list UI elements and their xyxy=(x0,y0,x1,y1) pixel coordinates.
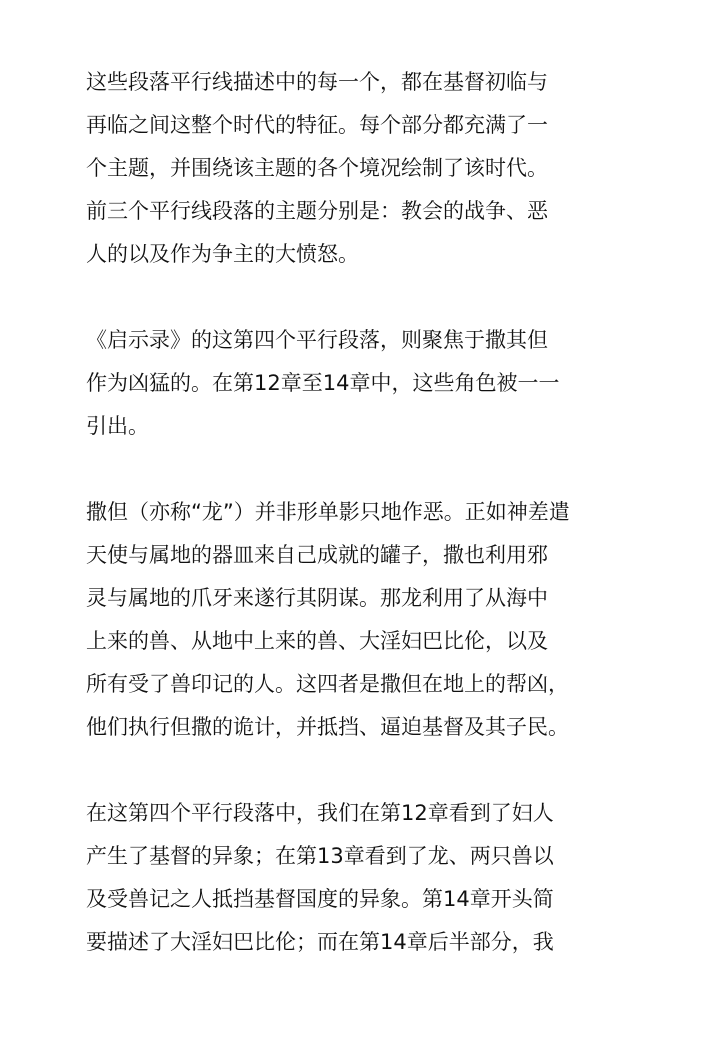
text-line: 在这第四个平行段落中，我们在第12章看到了妇人 xyxy=(86,801,554,825)
text-line: 撒但（亦称“龙”）并非形单影只地作恶。正如神差遣 xyxy=(86,500,570,524)
paragraph-4 xyxy=(86,792,638,964)
paragraph-3 xyxy=(86,491,638,749)
text-line: 前三个平行线段落的主题分别是：教会的战争、恶 xyxy=(86,199,548,223)
text-line: 灵与属地的爪牙来遂行其阴谋。那龙利用了从海中 xyxy=(86,586,548,610)
text-line: 他们执行但撒的诡计，并抵挡、逼迫基督及其子民。 xyxy=(86,715,569,739)
text-line: 作为凶猛的。在第12章至14章中，这些角色被一一 xyxy=(86,371,560,395)
text-line: 要描述了大淫妇巴比伦；而在第14章后半部分，我 xyxy=(86,930,554,954)
text-line: 上来的兽、从地中上来的兽、大淫妇巴比伦，以及 xyxy=(86,629,548,653)
text-line: 所有受了兽印记的人。这四者是撒但在地上的帮凶， xyxy=(86,672,569,696)
document-page xyxy=(86,61,638,1007)
text-line: 个主题，并围绕该主题的各个境况绘制了该时代。 xyxy=(86,156,548,180)
text-line: 人的以及作为争主的大愤怒。 xyxy=(86,242,359,266)
text-line: 及受兽记之人抵挡基督国度的异象。第14章开头简 xyxy=(86,887,554,911)
paragraph-1 xyxy=(86,61,638,276)
text-line: 再临之间这整个时代的特征。每个部分都充满了一 xyxy=(86,113,548,137)
text-line: 天使与属地的器皿来自己成就的罐子，撒也利用邪 xyxy=(86,543,548,567)
text-line: 《启示录》的这第四个平行段落，则聚焦于撒其但 xyxy=(86,328,548,352)
text-line: 这些段落平行线描述中的每一个，都在基督初临与 xyxy=(86,70,548,94)
paragraph-2 xyxy=(86,319,638,448)
text-line: 引出。 xyxy=(86,414,149,438)
text-line: 产生了基督的异象；在第13章看到了龙、两只兽以 xyxy=(86,844,554,868)
